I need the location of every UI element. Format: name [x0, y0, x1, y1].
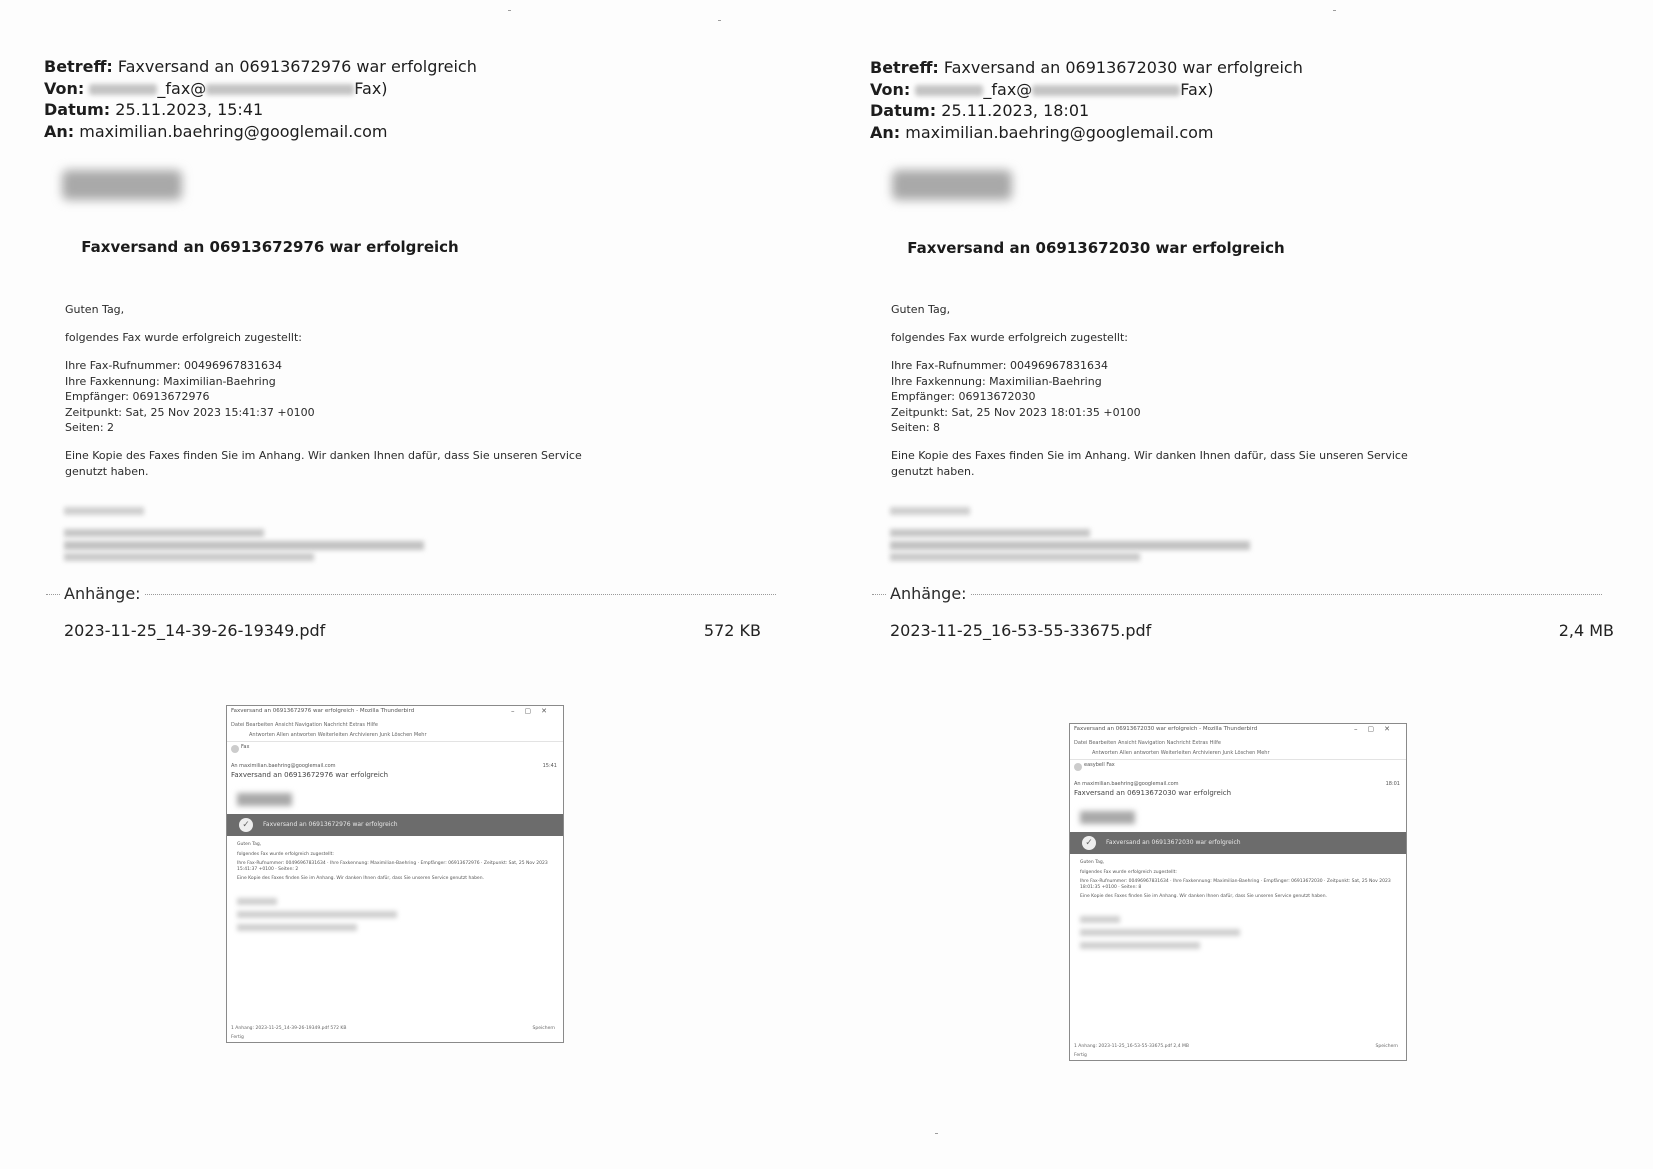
thumb-redacted-signature [237, 924, 357, 931]
copy-note: Eine Kopie des Faxes finden Sie im Anhang. Wir danken Ihnen dafür, dass Sie unseren Service genutzt haben. [891, 449, 1408, 478]
subject-line: Betreff: Faxversand an 06913672976 war erfolgreich [44, 57, 477, 76]
scan-speck [718, 20, 721, 21]
email-header [870, 57, 1303, 143]
thunderbird-screenshot [226, 705, 564, 1043]
thumb-window-title: Faxversand an 06913672030 war erfolgreich - Mozilla Thunderbird –▢✕ [1074, 725, 1400, 733]
thumb-window-title: Faxversand an 06913672976 war erfolgreich - Mozilla Thunderbird –▢✕ [231, 707, 557, 715]
thumb-to: An maximilian.baehring@googlemail.com 18:01 [1074, 781, 1400, 787]
message-body [65, 302, 585, 492]
greeting: Guten Tag, [65, 303, 125, 316]
thumb-subject: Faxversand an 06913672976 war erfolgreich [231, 771, 389, 779]
attachment-filename[interactable]: 2023-11-25_16-53-55-33675.pdf [890, 621, 1152, 640]
thumb-footer: 1 Anhang: 2023-11-25_14-39-26-19349.pdf 572 KB Speichern Fertig [231, 1026, 555, 1040]
date-line: Datum: 25.11.2023, 15:41 [44, 100, 264, 119]
thumb-from: Fax [227, 742, 563, 762]
thumb-body: Guten Tag, folgendes Fax wurde erfolgreich zugestellt: Ihre Fax-Rufnummer: 00496967831634 · Ihre Faxkennung: Maximilian-Baehring · Empfänger: 06913672976 · Zeitpunkt: Sat, 25 Nov 2023 15:41:37 +0100 · Seiten: 2 Eine Kopie des Faxes finden Sie im Anhang. Wir danken Ihnen dafür, dass Sie unseren Service genutzt haben. [237, 842, 548, 881]
message-title: Faxversand an 06913672976 war erfolgreich [81, 238, 459, 256]
redacted-signature [890, 541, 1250, 550]
fax-details: Ihre Fax-Rufnummer: 00496967831634 Ihre Faxkennung: Maximilian-Baehring Empfänger: 06913672030 Zeitpunkt: Sat, 25 Nov 2023 18:01:35 +0100 Seiten: 8 [891, 359, 1141, 434]
greeting: Guten Tag, [891, 303, 951, 316]
redacted-logo [62, 170, 182, 200]
date-line: Datum: 25.11.2023, 18:01 [870, 101, 1090, 120]
attachment-size: 572 KB [703, 621, 761, 640]
to-line: An: maximilian.baehring@googlemail.com [44, 121, 388, 141]
from-line: Von: _fax@ Fax) [44, 78, 388, 98]
scan-speck [935, 1133, 938, 1134]
email-printout-left [0, 0, 800, 1169]
thumb-footer: 1 Anhang: 2023-11-25_16-53-55-33675.pdf 2,4 MB Speichern Fertig [1074, 1044, 1398, 1058]
thumb-redacted-signature [1080, 942, 1200, 949]
thumb-toolbar: Antworten Allen antworten Weiterleiten Archivieren Junk Löschen Mehr [1070, 747, 1406, 760]
redacted-signature [64, 541, 424, 550]
redacted-signature [890, 553, 1140, 561]
message-body [891, 302, 1411, 492]
to-line: An: maximilian.baehring@googlemail.com [870, 122, 1214, 142]
thumb-toolbar: Antworten Allen antworten Weiterleiten Archivieren Junk Löschen Mehr [227, 729, 563, 742]
scan-speck [508, 10, 511, 11]
copy-note: Eine Kopie des Faxes finden Sie im Anhang. Wir danken Ihnen dafür, dass Sie unseren Service genutzt haben. [65, 449, 582, 478]
thumb-redacted-signature [237, 911, 397, 918]
thumb-redacted-logo [1080, 811, 1135, 824]
thumb-menubar: Datei Bearbeiten Ansicht Navigation Nachricht Extras Hilfe [1074, 740, 1221, 746]
attachment-size: 2,4 MB [1558, 621, 1614, 640]
avatar [1074, 763, 1082, 771]
redacted-signature [64, 553, 314, 561]
subject: Faxversand an 06913672976 war erfolgreich [117, 57, 477, 76]
fax-details: Ihre Fax-Rufnummer: 00496967831634 Ihre Faxkennung: Maximilian-Baehring Empfänger: 06913672976 Zeitpunkt: Sat, 25 Nov 2023 15:41:37 +0100 Seiten: 2 [65, 359, 315, 434]
redacted-sender-domain [1032, 85, 1180, 96]
intro: folgendes Fax wurde erfolgreich zugestellt: [65, 331, 302, 344]
thumb-banner: ✓ Faxversand an 06913672976 war erfolgreich [227, 814, 563, 836]
thumb-redacted-logo [237, 793, 292, 806]
thumb-menubar: Datei Bearbeiten Ansicht Navigation Nachricht Extras Hilfe [231, 722, 378, 728]
thumb-from: easybell Fax [1070, 760, 1406, 780]
redacted-logo [892, 170, 1012, 200]
thumb-subject: Faxversand an 06913672030 war erfolgreich [1074, 789, 1232, 797]
subject: Faxversand an 06913672030 war erfolgreich [943, 58, 1303, 77]
thumb-body: Guten Tag, folgendes Fax wurde erfolgreich zugestellt: Ihre Fax-Rufnummer: 00496967831634 · Ihre Faxkennung: Maximilian-Baehring · Empfänger: 06913672030 · Zeitpunkt: Sat, 25 Nov 2023 18:01:35 +0100 · Seiten: 8 Eine Kopie des Faxes finden Sie im Anhang. Wir danken Ihnen dafür, dass Sie unseren Service genutzt haben. [1080, 860, 1391, 899]
redacted-signature [890, 507, 970, 515]
redacted-sender-name [915, 85, 983, 96]
avatar [231, 745, 239, 753]
attachments-label: Anhänge: [60, 584, 145, 603]
thunderbird-screenshot [1069, 723, 1407, 1061]
redacted-sender-domain [206, 84, 354, 95]
check-icon: ✓ [1082, 836, 1096, 850]
thumb-banner: ✓ Faxversand an 06913672030 war erfolgreich [1070, 832, 1406, 854]
email-header [44, 56, 477, 142]
email-printout-right [826, 0, 1626, 1169]
attachments-divider [46, 594, 776, 595]
subject-line: Betreff: Faxversand an 06913672030 war erfolgreich [870, 58, 1303, 77]
intro: folgendes Fax wurde erfolgreich zugestellt: [891, 331, 1128, 344]
thumb-redacted-signature [1080, 916, 1120, 923]
redacted-signature [64, 507, 144, 515]
from-line: Von: _fax@ Fax) [870, 79, 1214, 99]
window-controls-icon: –▢✕ [511, 707, 557, 715]
check-icon: ✓ [239, 818, 253, 832]
message-title: Faxversand an 06913672030 war erfolgreich [907, 239, 1285, 257]
thumb-redacted-signature [237, 898, 277, 905]
redacted-signature [64, 529, 264, 537]
attachment-filename[interactable]: 2023-11-25_14-39-26-19349.pdf [64, 621, 326, 640]
window-controls-icon: –▢✕ [1354, 725, 1400, 733]
redacted-sender-name [89, 84, 157, 95]
scan-speck [1333, 10, 1336, 11]
redacted-signature [890, 529, 1090, 537]
thumb-redacted-signature [1080, 929, 1240, 936]
attachments-divider [872, 594, 1602, 595]
thumb-to: An maximilian.baehring@googlemail.com 15:41 [231, 763, 557, 769]
attachments-label: Anhänge: [886, 584, 971, 603]
